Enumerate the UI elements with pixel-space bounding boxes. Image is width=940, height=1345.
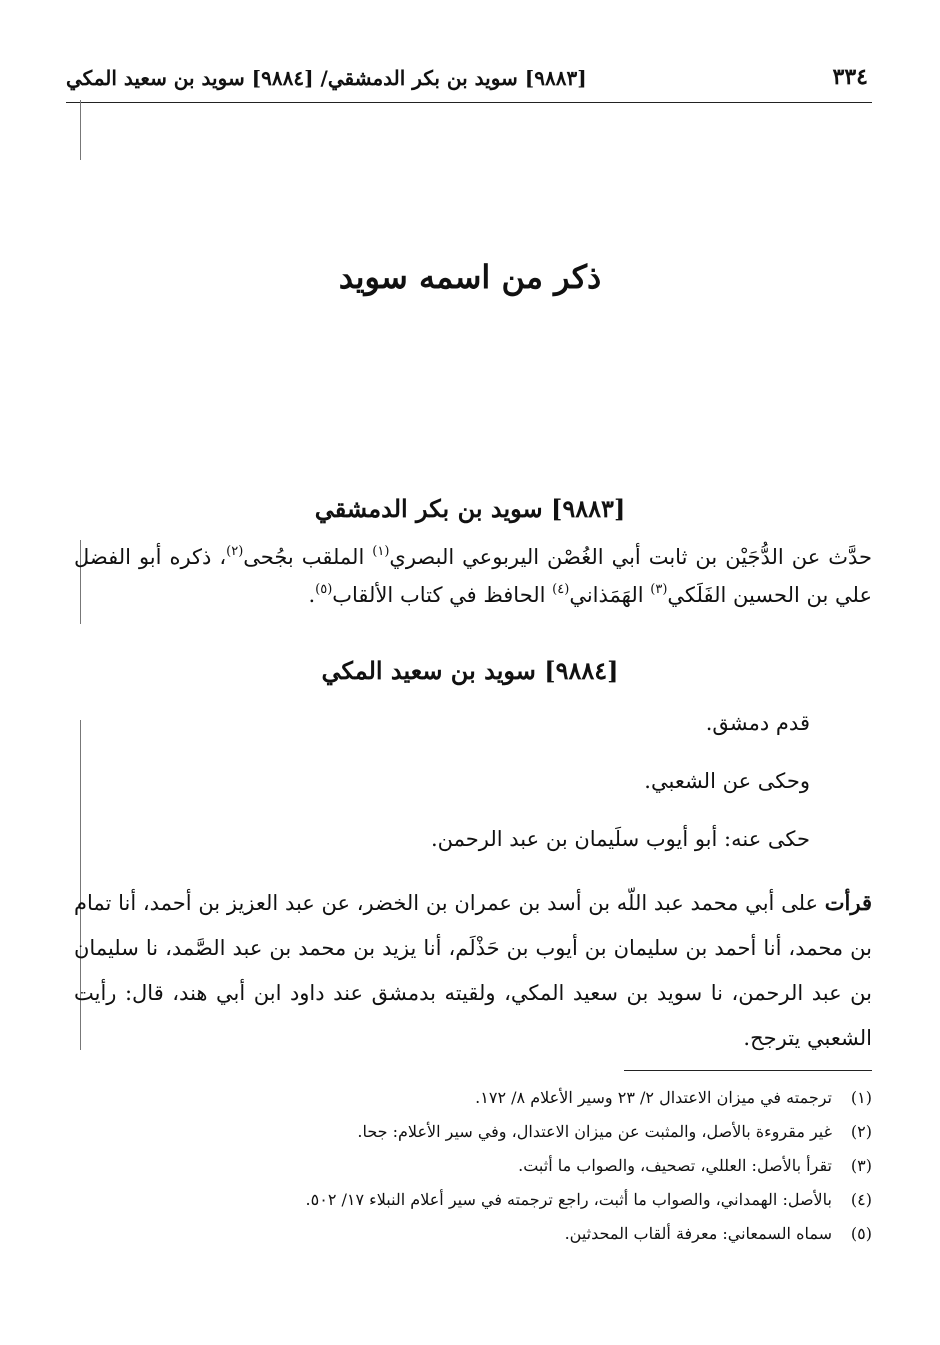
footnote-number: (٣) (850, 1155, 872, 1175)
footnote-ref-1[interactable]: (١) (372, 544, 390, 559)
entry-9884-line-3: حكى عنه: أبو أيوب سلَيمان بن عبد الرحمن. (430, 827, 810, 851)
footnote-number: (١) (850, 1087, 872, 1107)
footnote-text: بالأصل: الهمداني، والصواب ما أثبت، راجع ترجمته في سير أعلام النبلاء ١٧/ ٥٠٢. (305, 1189, 832, 1209)
entry-9884-isnad-paragraph (74, 880, 872, 1061)
isnad-text: على أبي محمد عبد اللّه بن أسد بن عمران بن الخضر، عن عبد العزيز بن أحمد، أنا تمام بن محمد، أنا أحمد بن سليمان بن أيوب بن حَذْلَم، أنا يزيد بن محمد بن عبد الصَّمد، نا سليمان بن عبد الرحمن، نا سويد بن سعيد المكي، ولقيته بدمشق عند داود ابن أبي هند، قال: رأيت الشعبي يترجح. (74, 891, 872, 1050)
chapter-title: ذكر من اسمه سويد (338, 258, 602, 296)
footnote-number: (٢) (850, 1121, 872, 1141)
footnotes (74, 1080, 872, 1250)
entry-9884-line-1: قدم دمشق. (705, 711, 810, 735)
footnote-text: ترجمته في ميزان الاعتدال ٢/ ٢٣ وسير الأعلام ٨/ ١٧٢. (475, 1087, 832, 1107)
footnote-ref-4[interactable]: (٤) (552, 582, 570, 597)
entry-heading-9883: [٩٨٨٣] سويد بن بكر الدمشقي (314, 494, 626, 523)
footnote-text: سماه السمعاني: معرفة ألقاب المحدثين. (564, 1223, 832, 1243)
footnote-4 (74, 1182, 872, 1216)
page-number: ٣٣٤ (832, 64, 868, 90)
footnote-3 (74, 1148, 872, 1182)
footnote-5 (74, 1216, 872, 1250)
entry-9883-text-4: الهَمَذاني (569, 583, 651, 607)
footnote-separator (624, 1070, 872, 1071)
entry-heading-9884: [٩٨٨٤] سويد بن سعيد المكي (321, 656, 619, 685)
isnad-lead-word: قرأت (824, 890, 872, 915)
entry-9883-paragraph (74, 538, 872, 614)
footnote-ref-3[interactable]: (٣) (650, 582, 668, 597)
footnote-2 (74, 1114, 872, 1148)
running-header (66, 62, 872, 103)
footnote-text: غير مقروءة بالأصل، والمثبت عن ميزان الاعتدال، وفي سير الأعلام: جحا. (357, 1121, 832, 1141)
entry-9883-text-5: الحافظ في كتاب الألقاب (332, 583, 553, 607)
footnote-number: (٥) (850, 1223, 872, 1243)
entry-9883-text-6: . (308, 583, 316, 607)
footnote-1 (74, 1080, 872, 1114)
entry-9884-line-2: وحكى عن الشعبي. (644, 769, 810, 793)
entry-9883-text-1: حدَّث عن الدُّجَيْن بن ثابت أبي الغُصْن اليربوعي البصري (389, 545, 872, 569)
footnote-number: (٤) (850, 1189, 872, 1209)
footnote-ref-2[interactable]: (٢) (226, 544, 244, 559)
entry-9883-text-2: الملقب بجُحى (243, 545, 373, 569)
footnote-text: تقرأ بالأصل: العللي، تصحيف، والصواب ما أثبت. (518, 1155, 832, 1175)
footnote-ref-5[interactable]: (٥) (315, 582, 333, 597)
margin-line-top (80, 100, 81, 160)
entry-9883-text-3: ، ذكره أبو الفضل علي بن الحسين الفَلَكي (74, 545, 872, 607)
running-title: [٩٨٨٣] سويد بن بكر الدمشقي/ [٩٨٨٤] سويد بن سعيد المكي (66, 66, 587, 90)
